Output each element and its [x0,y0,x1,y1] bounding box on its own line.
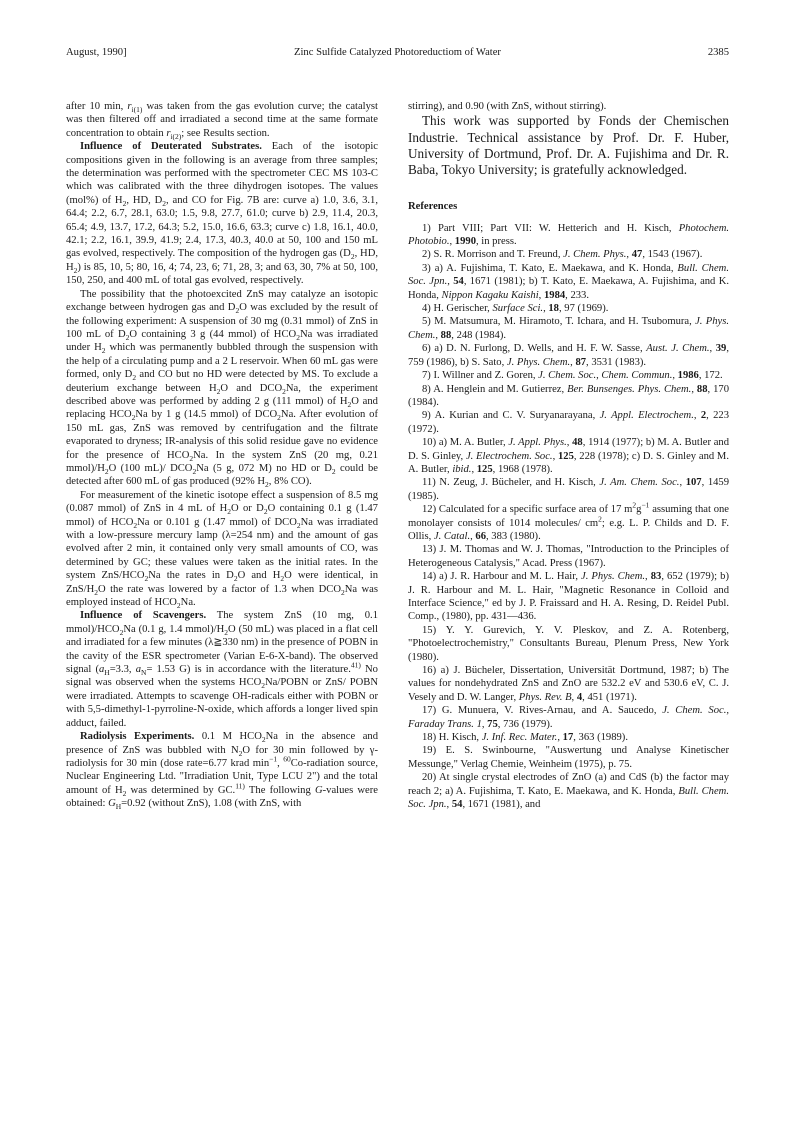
left-column [66,100,378,811]
reference-item: 7) I. Willner and Z. Goren, J. Chem. Soc., Chem. Commun., 1986, 172. [422,370,723,382]
section-heading-radiolysis: Radiolysis Experiments. [80,731,195,743]
paragraph-radiolysis: Radiolysis Experiments. 0.1 M $HCO_2Na$ in the absence and presence of ZnS was bubbled with $N_2O$ for 30 min followed by γ-radiolysis for 30 min (dose rate=6.77 krad $\min^{-1}$, $^{60}$Co-radiation source, Nuclear Engineering Ltd. "Irradiation Unit, Type LCU 2") and the total amount of $H_2$ was determined by GC.$^{11)}$ The following G-values were obtained: $G_H=0.92$ (without ZnS), 1.08 (with ZnS, with [66,731,379,812]
reference-item: 20) At single crystal electrodes of ZnO (a) and CdS (b) the factor may reach 2; a) A. Fujishima, T. Kato, E. Maekawa, and K. Honda, Bull. Chem. Soc. Jpn., 54, 1671 (1981), and [408,772,729,811]
reference-item: 15) Y. Y. Gurevich, Y. V. Pleskov, and Z. A. Rotenberg, "Photoelectrochemistry," Consultants Bureau, Plenum Press, New York (1980). [408,624,729,663]
reference-item: 2) S. R. Morrison and T. Freund, J. Chem. Phys., 47, 1543 (1967). [422,249,703,261]
reference-item: 3) a) A. Fujishima, T. Kato, E. Maekawa, and K. Honda, Bull. Chem. Soc. Jpn., 54, 1671 (1981); b) T. Kato, E. Maekawa, A. Fujishima, and K. Honda, Nippon Kagaku Kaishi, 1984, 233. [408,262,729,301]
references-heading: References [408,201,458,213]
running-head [66,46,729,59]
reference-item: 11) N. Zeug, J. Bücheler, and H. Kisch, J. Am. Chem. Soc., 107, 1459 (1985). [408,477,730,502]
reference-item: 5) M. Matsumura, M. Hiramoto, T. Ichara, and H. Tsubomura, J. Phys. Chem., 88, 248 (1984). [408,316,730,341]
paragraph-intro: after 10 min, $r_{i(1)}$ was taken from the gas evolution curve; the catalyst was then filtered off and irradiated a second time at the same formate concentration to obtain $r_{i(2)}$; see Results section. [66,101,378,141]
right-column [408,100,729,812]
reference-item: 4) H. Gerischer, Surface Sci., 18, 97 (1969). [422,303,609,315]
reference-item: 1) Part VIII; Part VII: W. Hetterich and H. Kisch, Photochem. Photobio., 1990, in press. [408,222,729,248]
reference-item: 9) A. Kurian and C. V. Suryanarayana, J. Appl. Electrochem., 2, 223 (1972). [408,410,730,435]
reference-item: 13) J. M. Thomas and W. J. Thomas, "Introduction to the Principles of Heterogeneous Catalysis," Acad. Press (1967). [408,544,729,569]
reference-item: 16) a) J. Bücheler, Dissertation, Universität Dortmund, 1987; b) The values for nondehydrated ZnS and ZnO are 532.2 eV and 530.6 eV, C. J. Vesely and D. W. Langer, Phys. Rev. B, 4, 451 (1971). [408,665,729,703]
paragraph-isotopic-exchange: The possibility that the photoexcited ZnS may catalyze an isotopic exchange between hydrogen gas and $D_2O$ was excluded by the result of the following experiment: A suspension of 30 mg (0.31 mmol) of ZnS in 100 mL of $D_2O$ containing 3 g (44 mmol) of $HCO_2Na$ was irradiated under $H_2$ which was permanently bubbled through the suspension with the help of a circulating pump and a 2 L reservoir. When 60 mL gas were formed, only $D_2$ and CO but no HD were detected by MS. To exclude a deuterium exchange between $H_2O$ and $DCO_2Na$, the experiment described above was performed by adding 2 g (111 mmol) of $H_2O$ and replacing $HCO_2Na$ by 1 g (14.5 mmol) of $DCO_2Na$. After evolution of 150 mL gas, ZnS was removed by centrifugation and the filtrate evaporated to dryness; IR-analysis of this solid residue gave no evidence for the presence of $HCO_2Na$. In the system ZnS (20 mg, 0.21 $mmol)/H_2O$ (100 mL)/ $DCO_2Na$ (5 g, 072 M) no HD or $D_2$ could be detected after 600 mL of gas produced (92% $H_2$, 8% CO). [66,288,378,490]
reference-item: 18) H. Kisch, J. Inf. Rec. Mater., 17, 363 (1989). [422,732,628,744]
paragraph-scavengers: Influence of Scavengers. The system ZnS (10 mg, 0.1 $mmol)/HCO_2Na$ (0.1 g, 1.4 $mmol)/H_2O$ (50 mL) was placed in a flat cell and irradiated for a few minutes (λ≧330 nm) in the presence of POBN in the cavity of the ESR spectrometer (Varian E-6-X-band). The observed signal ($a_H=3.3$, $a_N= 1.53$ G) is in accordance with the literature.$^{41)}$ No signal was observed when the systems $HCO_2Na$/POBN or ZnS/ POBN were irradiated. Attempts to scavenge OH-radicals either with POBN or with 5,5-dimethyl-1-pyrroline-N-oxide, which affords a longer lived spin adduct, failed. [66,610,378,729]
header-title: Zinc Sulfide Catalyzed Photoreductiom of Water [294,47,501,58]
reference-item: 8) A. Henglein and M. Gutierrez, Ber. Bunsenges. Phys. Chem., 88, 170 (1984). [408,383,730,408]
reference-list [408,222,729,812]
paragraph-kinetic-isotope-effect: For measurement of the kinetic isotope effect a suspension of 8.5 mg (0.087 mmol) of ZnS in 4 mL of $H_2O$ or $D_2O$ containing 0.1 g (1.47 mmol) of $HCO_2Na$ or 0.101 g (1.47 mmol) of $DCO_2Na$ was irradiated with a low-pressure mercury lamp (λ=254 nm) and the amount of gas evolved after 2 min, it contained only very small amounts of CO, was determined by GC; these values were taken as the initial rates. In the system ZnS/$HCO_2Na$ the rates in $D_2O$ and $H_2O$ were identical, in ZnS/$H_2O$ the rate was lowered by a factor of 1.3 when $DCO_2Na$ was employed instead of $HCO_2Na$. [66,489,379,611]
reference-item: 14) a) J. R. Harbour and M. L. Hair, J. Phys. Chem., 83, 652 (1979); b) J. R. Harbour and M. L. Hair, "Magnetic Resonance in Colloid and Interface Science," ed by J. P. Fraissard and H. A. Resing, D. Reidel Publ. Comp., (1980), pp. 431—436. [408,571,729,623]
page-number: 2385 [707,47,729,58]
reference-item: 6) a) D. N. Furlong, D. Wells, and H. F. W. Sasse, Aust. J. Chem., 39, 759 (1986), b) S. Sato, J. Phys. Chem., 87, 3531 (1983). [408,343,729,368]
paragraph-deuterated-substrates: Influence of Deuterated Substrates. Each of the isotopic compositions given in the following is an average from three samples; the determination was performed with the spectrometer CEC MS 103-C which was calibrated with the three dihydrogen isotopes. The values (mol%) of $H_2$, HD, $D_2$, and CO for Fig. 7B are: curve a) 1.0, 3.6, 3.1, 64.4; 2.2, 6.7, 28.1, 63.0; 1.5, 9.8, 27.7, 61.0; curve b) 2.9, 11.4, 20.3, 65.4; 4.9, 13.7, 17.2, 64.3; 5.2, 15.0, 16.6, 63.3; curve c) 1.8, 16.1, 40.0, 42.1; 2.2, 16.1, 39.9, 41.9; 2.4, 17.3, 40.3, 40.0 at 50, 100 and 150 mL gas evolved, respectively. The composition of the hydrogen gas ($D_2$, HD, $H_2$) is 85, 10, 5; 80, 16, 4; 74, 23, 6; 71, 28, 3; and 63, 30, 7% at 50, 100, 150, 250, and 400 mL of total gas evolved, respectively. [66,141,379,287]
reference-item: 17) G. Munuera, V. Rives-Arnau, and A. Saucedo, J. Chem. Soc., Faraday Trans. 1, 75, 736 (1979). [408,705,729,730]
section-heading-scavengers: Influence of Scavengers. [80,610,207,622]
citation-41: 41) [350,660,361,670]
reference-item: 12) Calculated for a specific surface area of 17 $m^2g^{-1}$ assuming that one monolayer consists of 1014 molecules/ $cm^2$; e.g. L. P. Childs and D. F. Ollis, J. Catal., 66, 383 (1980). [408,500,730,542]
section-heading-deuterated: Influence of Deuterated Substrates. [80,141,262,153]
acknowledgement: This work was supported by Fonds der Chemischen Industrie. Technical assistance by Prof. Dr. F. Huber, University of Dortmund, Prof. Dr. A. Fujishima and Dr. R. Baba, Tokyo University; is gratefully acknowledged. [408,113,729,178]
reference-item: 10) a) M. A. Butler, J. Appl. Phys., 48, 1914 (1977); b) M. A. Butler and D. S. Ginley, J. Electrochem. Soc., 125, 228 (1978); c) D. S. Ginley and M. A. Butler, ibid., 125, 1968 (1978). [408,437,729,475]
reference-item: 19) E. S. Swinbourne, "Auswertung und Analyse Kinetischer Messunge," Verlag Chemie, Weinheim (1975), p. 75. [408,745,729,770]
header-date: August, 1990] [66,47,127,58]
citation-11: 11) [235,781,245,791]
paragraph-continuation: stirring), and 0.90 (with ZnS, without stirring). [408,101,607,112]
